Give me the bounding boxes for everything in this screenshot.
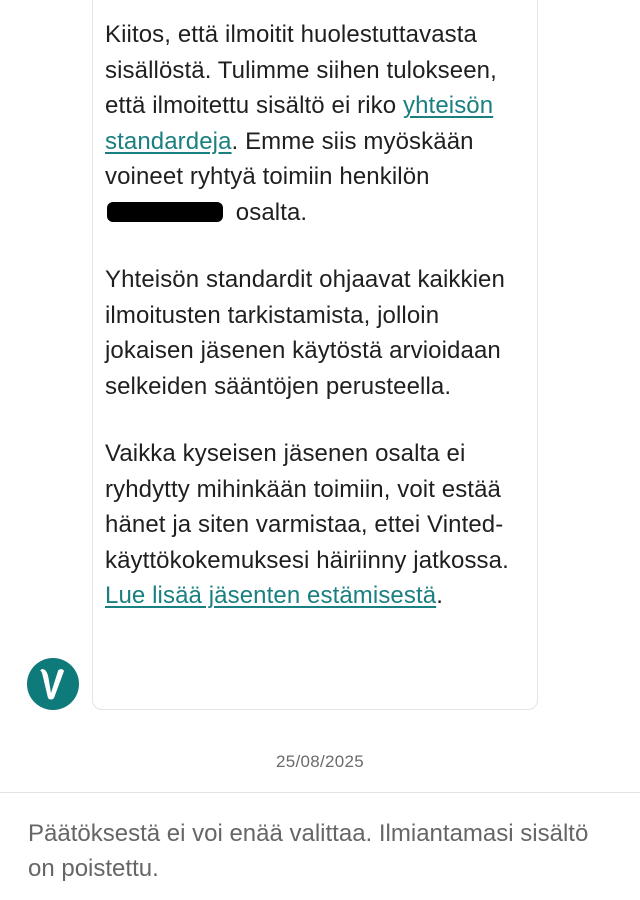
- vinted-logo-icon: [38, 667, 68, 701]
- message-paragraph-2: Yhteisön standardit ohjaavat kaikkien ilmoitusten tarkistamista, jolloin jokaisen jäsenen käytöstä arvioidaan selkeiden sääntöjen perusteella.: [105, 266, 505, 400]
- message-date: 25/08/2025: [275, 752, 365, 771]
- message-text: . Emme siis myöskään voineet ryhtyä toimiin henkilön: [105, 127, 474, 190]
- redacted-username: [107, 202, 223, 222]
- footer-notice-bar: [0, 792, 640, 900]
- message-text: .: [436, 582, 443, 609]
- message-bubble: [92, 0, 538, 710]
- vinted-avatar[interactable]: [27, 658, 79, 710]
- message-text: Vaikka kyseisen jäsenen osalta ei ryhdytty mihinkään toimiin, voit estää hänet ja siten varmistaa, ettei Vinted-käyttökokemuksesi häiriinny jatkossa.: [105, 440, 509, 574]
- message-text: Kiitos, että ilmoitit huolestuttavasta sisällöstä. Tulimme siihen tulokseen, että ilmoitettu sisältö ei riko: [105, 21, 497, 119]
- appeal-closed-notice: Päätöksestä ei voi enää valittaa. Ilmiantamasi sisältö on poistettu.: [28, 820, 589, 882]
- message-paragraph-1: [105, 17, 525, 230]
- community-standards-link[interactable]: yhteisön standardeja: [105, 92, 494, 155]
- message-text: osalta.: [229, 198, 308, 226]
- learn-more-blocking-link[interactable]: Lue lisää jäsenten estämisestä: [105, 582, 437, 609]
- message-paragraph-3: [105, 436, 525, 614]
